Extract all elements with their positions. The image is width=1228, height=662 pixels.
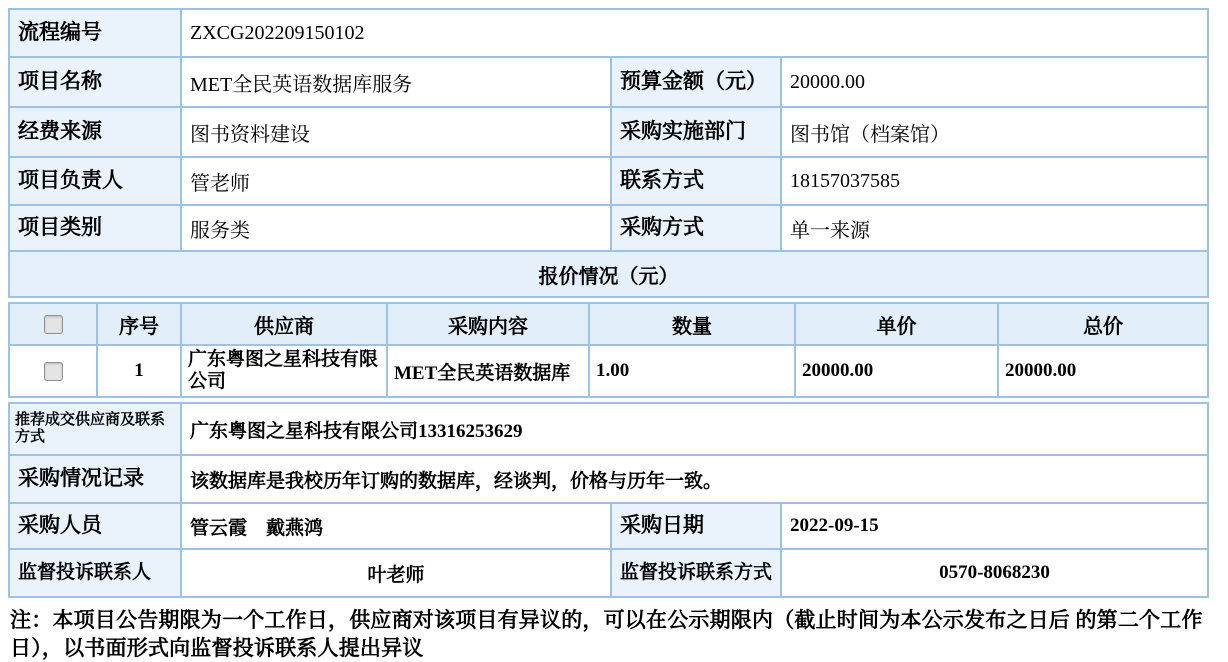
procurement-record-label: 采购情况记录 [9,455,181,503]
procurement-record-value: 该数据库是我校历年订购的数据库，经谈判，价格与历年一致。 [181,455,1208,503]
complaint-contact-label: 监督投诉联系人 [9,549,181,597]
contact-label: 联系方式 [611,157,781,205]
footnote-line-2: 日），以书面形式向监督投诉联系人提出异议 [10,635,424,660]
table-row [9,549,1208,597]
purchasing-dept-value: 图书馆（档案馆） [781,107,1208,157]
purchase-date-label: 采购日期 [611,503,781,549]
row-select-cell [9,345,97,397]
procurement-method-label: 采购方式 [611,205,781,251]
purchase-date-value: 2022-09-15 [781,503,1208,549]
table-row [9,455,1208,503]
select-all-cell [9,303,97,345]
unit-price-value: 20000.00 [795,345,998,397]
funding-source-value: 图书资料建设 [181,107,611,157]
total-price-value: 20000.00 [998,345,1208,397]
budget-value: 20000.00 [781,57,1208,107]
project-category-value: 服务类 [181,205,611,251]
seq-header: 序号 [97,303,181,345]
quotation-header-row [9,303,1208,345]
total-price-header: 总价 [998,303,1208,345]
qty-value: 1.00 [589,345,795,397]
select-all-checkbox[interactable] [44,315,63,334]
qty-header: 数量 [589,303,795,345]
purchaser-value: 管云霞 戴燕鸿 [181,503,611,549]
quotation-table [8,302,1209,398]
table-row [9,251,1208,297]
complaint-contact-value: 叶老师 [181,549,611,597]
project-leader-label: 项目负责人 [9,157,181,205]
row-select-checkbox[interactable] [44,362,63,381]
complaint-phone-value: 0570-8068230 [781,549,1208,597]
recommended-supplier-label: 推荐成交供应商及联系方式 [9,403,181,455]
project-info-table [8,8,1209,298]
process-number-value: ZXCG202209150102 [181,9,1208,57]
purchaser-label: 采购人员 [9,503,181,549]
recommended-supplier-value: 广东粤图之星科技有限公司13316253629 [181,403,1208,455]
footnote-line-1: 注：本项目公告期限为一个工作日，供应商对该项目有异议的，可以在公示期限内（截止时间为本公示发布之日后 的第二个工作 [10,608,1203,632]
quotation-row [9,345,1208,397]
budget-label: 预算金额（元） [611,57,781,107]
table-row [9,9,1208,57]
table-row [9,107,1208,157]
project-category-label: 项目类别 [9,205,181,251]
project-name-value: MET全民英语数据库服务 [181,57,611,107]
table-row [9,403,1208,455]
supplier-header: 供应商 [181,303,387,345]
project-name-label: 项目名称 [9,57,181,107]
quotation-section-title: 报价情况（元） [9,251,1208,297]
content-header: 采购内容 [387,303,589,345]
purchasing-dept-label: 采购实施部门 [611,107,781,157]
table-row [9,157,1208,205]
supplier-value: 广东粤图之星科技有限公司 [181,345,387,397]
contact-value: 18157037585 [781,157,1208,205]
table-row [9,57,1208,107]
table-row [9,205,1208,251]
content-value: MET全民英语数据库 [387,345,589,397]
funding-source-label: 经费来源 [9,107,181,157]
unit-price-header: 单价 [795,303,998,345]
footnote [10,607,1226,662]
procurement-method-value: 单一来源 [781,205,1208,251]
complaint-phone-label: 监督投诉联系方式 [611,549,781,597]
table-row [9,503,1208,549]
seq-value: 1 [97,345,181,397]
project-leader-value: 管老师 [181,157,611,205]
summary-table [8,402,1209,598]
process-number-label: 流程编号 [9,9,181,57]
